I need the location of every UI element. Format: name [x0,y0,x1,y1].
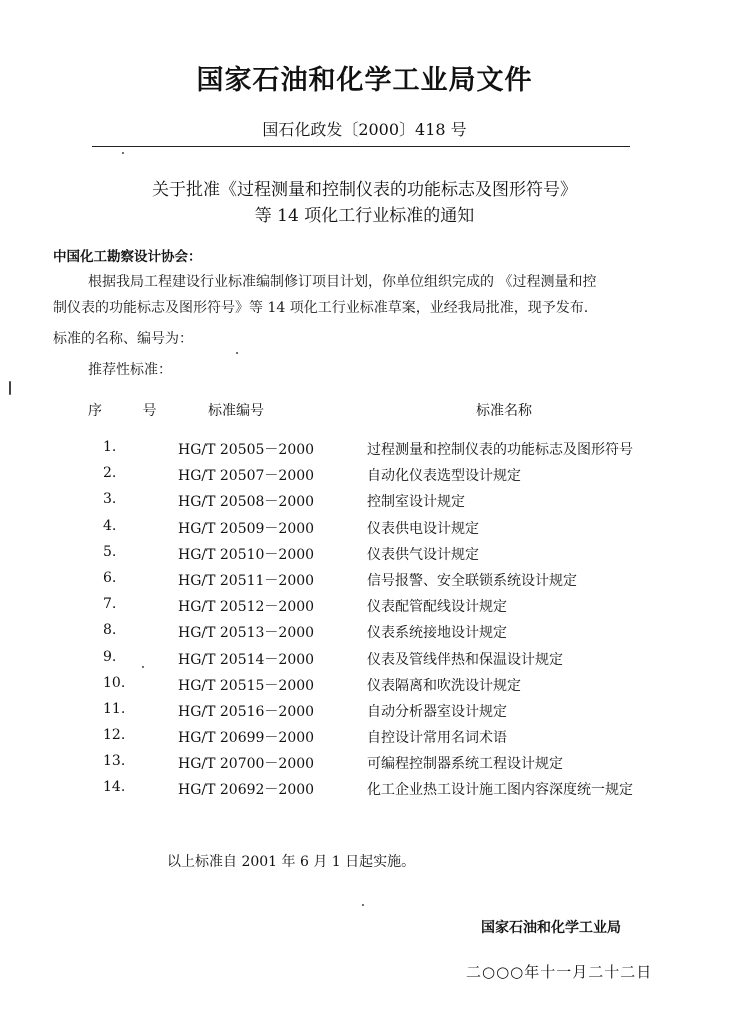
row-seq: 5. [103,543,117,560]
row-name: 仪表供气设计规定 [367,546,479,563]
table-row [0,491,729,517]
row-code: HG/T 20699－2000 [178,730,315,747]
effective-date-notice: 以上标准自 2001 年 6 月 1 日起实施。 [167,854,416,870]
row-name: 仪表隔离和吹洗设计规定 [367,677,521,694]
row-code: HG/T 20508－2000 [178,494,315,511]
row-seq: 9. [103,648,117,665]
header-divider [92,146,630,147]
table-row [0,779,729,805]
row-code: HG/T 20700－2000 [178,756,315,773]
row-seq: 8. [103,622,117,639]
row-seq: 14. [103,779,126,796]
body-line-2: 制仪表的功能标志及图形符号》等 14 项化工行业标准草案，业经我局批准，现予发布. [53,300,589,316]
row-code: HG/T 20516－2000 [178,703,315,720]
table-row [0,596,729,622]
table-row [0,727,729,753]
addressee: 中国化工勘察设计协会： [53,249,202,265]
table-row [0,544,729,570]
row-code: HG/T 20512－2000 [178,599,315,616]
row-name: 自动分析器室设计规定 [367,703,507,720]
body-line-3: 标准的名称、编号为： [53,331,193,347]
issuer-signature: 国家石油和化学工业局 [481,920,621,936]
standards-table [0,439,729,806]
table-row [0,675,729,701]
notice-title-line-2: 等 14 项化工行业标准的通知 [254,206,475,226]
row-name: 自动化仪表选型设计规定 [367,468,521,485]
row-code: HG/T 20510－2000 [178,546,315,563]
body-line-4: 推荐性标准： [88,362,172,378]
document-title: 国家石油和化学工业局文件 [196,65,533,96]
body-line-1: 根据我局工程建设行业标准编制修订项目计划，你单位组织完成的 《过程测量和控 [88,274,597,290]
document-number: 国石化政发〔2000〕418 号 [262,120,467,139]
table-row [0,753,729,779]
row-seq: 10. [103,674,126,691]
row-name: 过程测量和控制仪表的功能标志及图形符号 [367,442,633,458]
row-code: HG/T 20507－2000 [178,468,315,485]
row-seq: 11. [103,700,126,717]
row-name: 仪表供电设计规定 [367,520,479,537]
scan-speck [9,381,11,395]
row-seq: 1. [103,439,117,455]
row-seq: 4. [103,517,117,534]
row-code: HG/T 20514－2000 [178,651,315,668]
row-name: 自控设计常用名词术语 [367,730,507,747]
row-seq: 7. [103,596,117,613]
table-header-code: 标准编号 [208,403,264,419]
row-code: HG/T 20692－2000 [178,782,315,799]
issue-date: 二○○○年十一月二十二日 [466,963,653,981]
row-name: 仪表及管线伴热和保温设计规定 [367,651,563,668]
row-code: HG/T 20515－2000 [178,677,315,694]
table-header-seq: 序 号 [88,403,175,419]
row-name: 仪表配管配线设计规定 [367,599,507,616]
scan-speck [122,152,124,154]
row-name: 化工企业热工设计施工图内容深度统一规定 [367,782,633,799]
row-code: HG/T 20509－2000 [178,520,315,537]
row-name: 信号报警、安全联锁系统设计规定 [367,572,577,589]
row-seq: 6. [103,569,117,586]
table-row [0,701,729,727]
row-code: HG/T 20511－2000 [178,572,315,589]
row-code: HG/T 20505－2000 [178,442,315,458]
table-row [0,622,729,648]
table-row [0,465,729,491]
notice-title-line-1: 关于批准《过程测量和控制仪表的功能标志及图形符号》 [152,180,577,200]
table-row [0,649,729,675]
row-name: 仪表系统接地设计规定 [367,625,507,642]
table-header-name: 标准名称 [476,403,532,419]
scan-speck [362,904,364,906]
row-seq: 12. [103,727,126,744]
row-seq: 13. [103,753,126,770]
row-name: 控制室设计规定 [367,494,465,511]
table-row [0,518,729,544]
row-seq: 2. [103,465,117,482]
row-code: HG/T 20513－2000 [178,625,315,642]
row-name: 可编程控制器系统工程设计规定 [367,756,563,773]
row-seq: 3. [103,491,117,508]
scan-speck [142,666,144,668]
scan-speck [236,352,238,354]
table-row [0,439,729,465]
table-row [0,570,729,596]
